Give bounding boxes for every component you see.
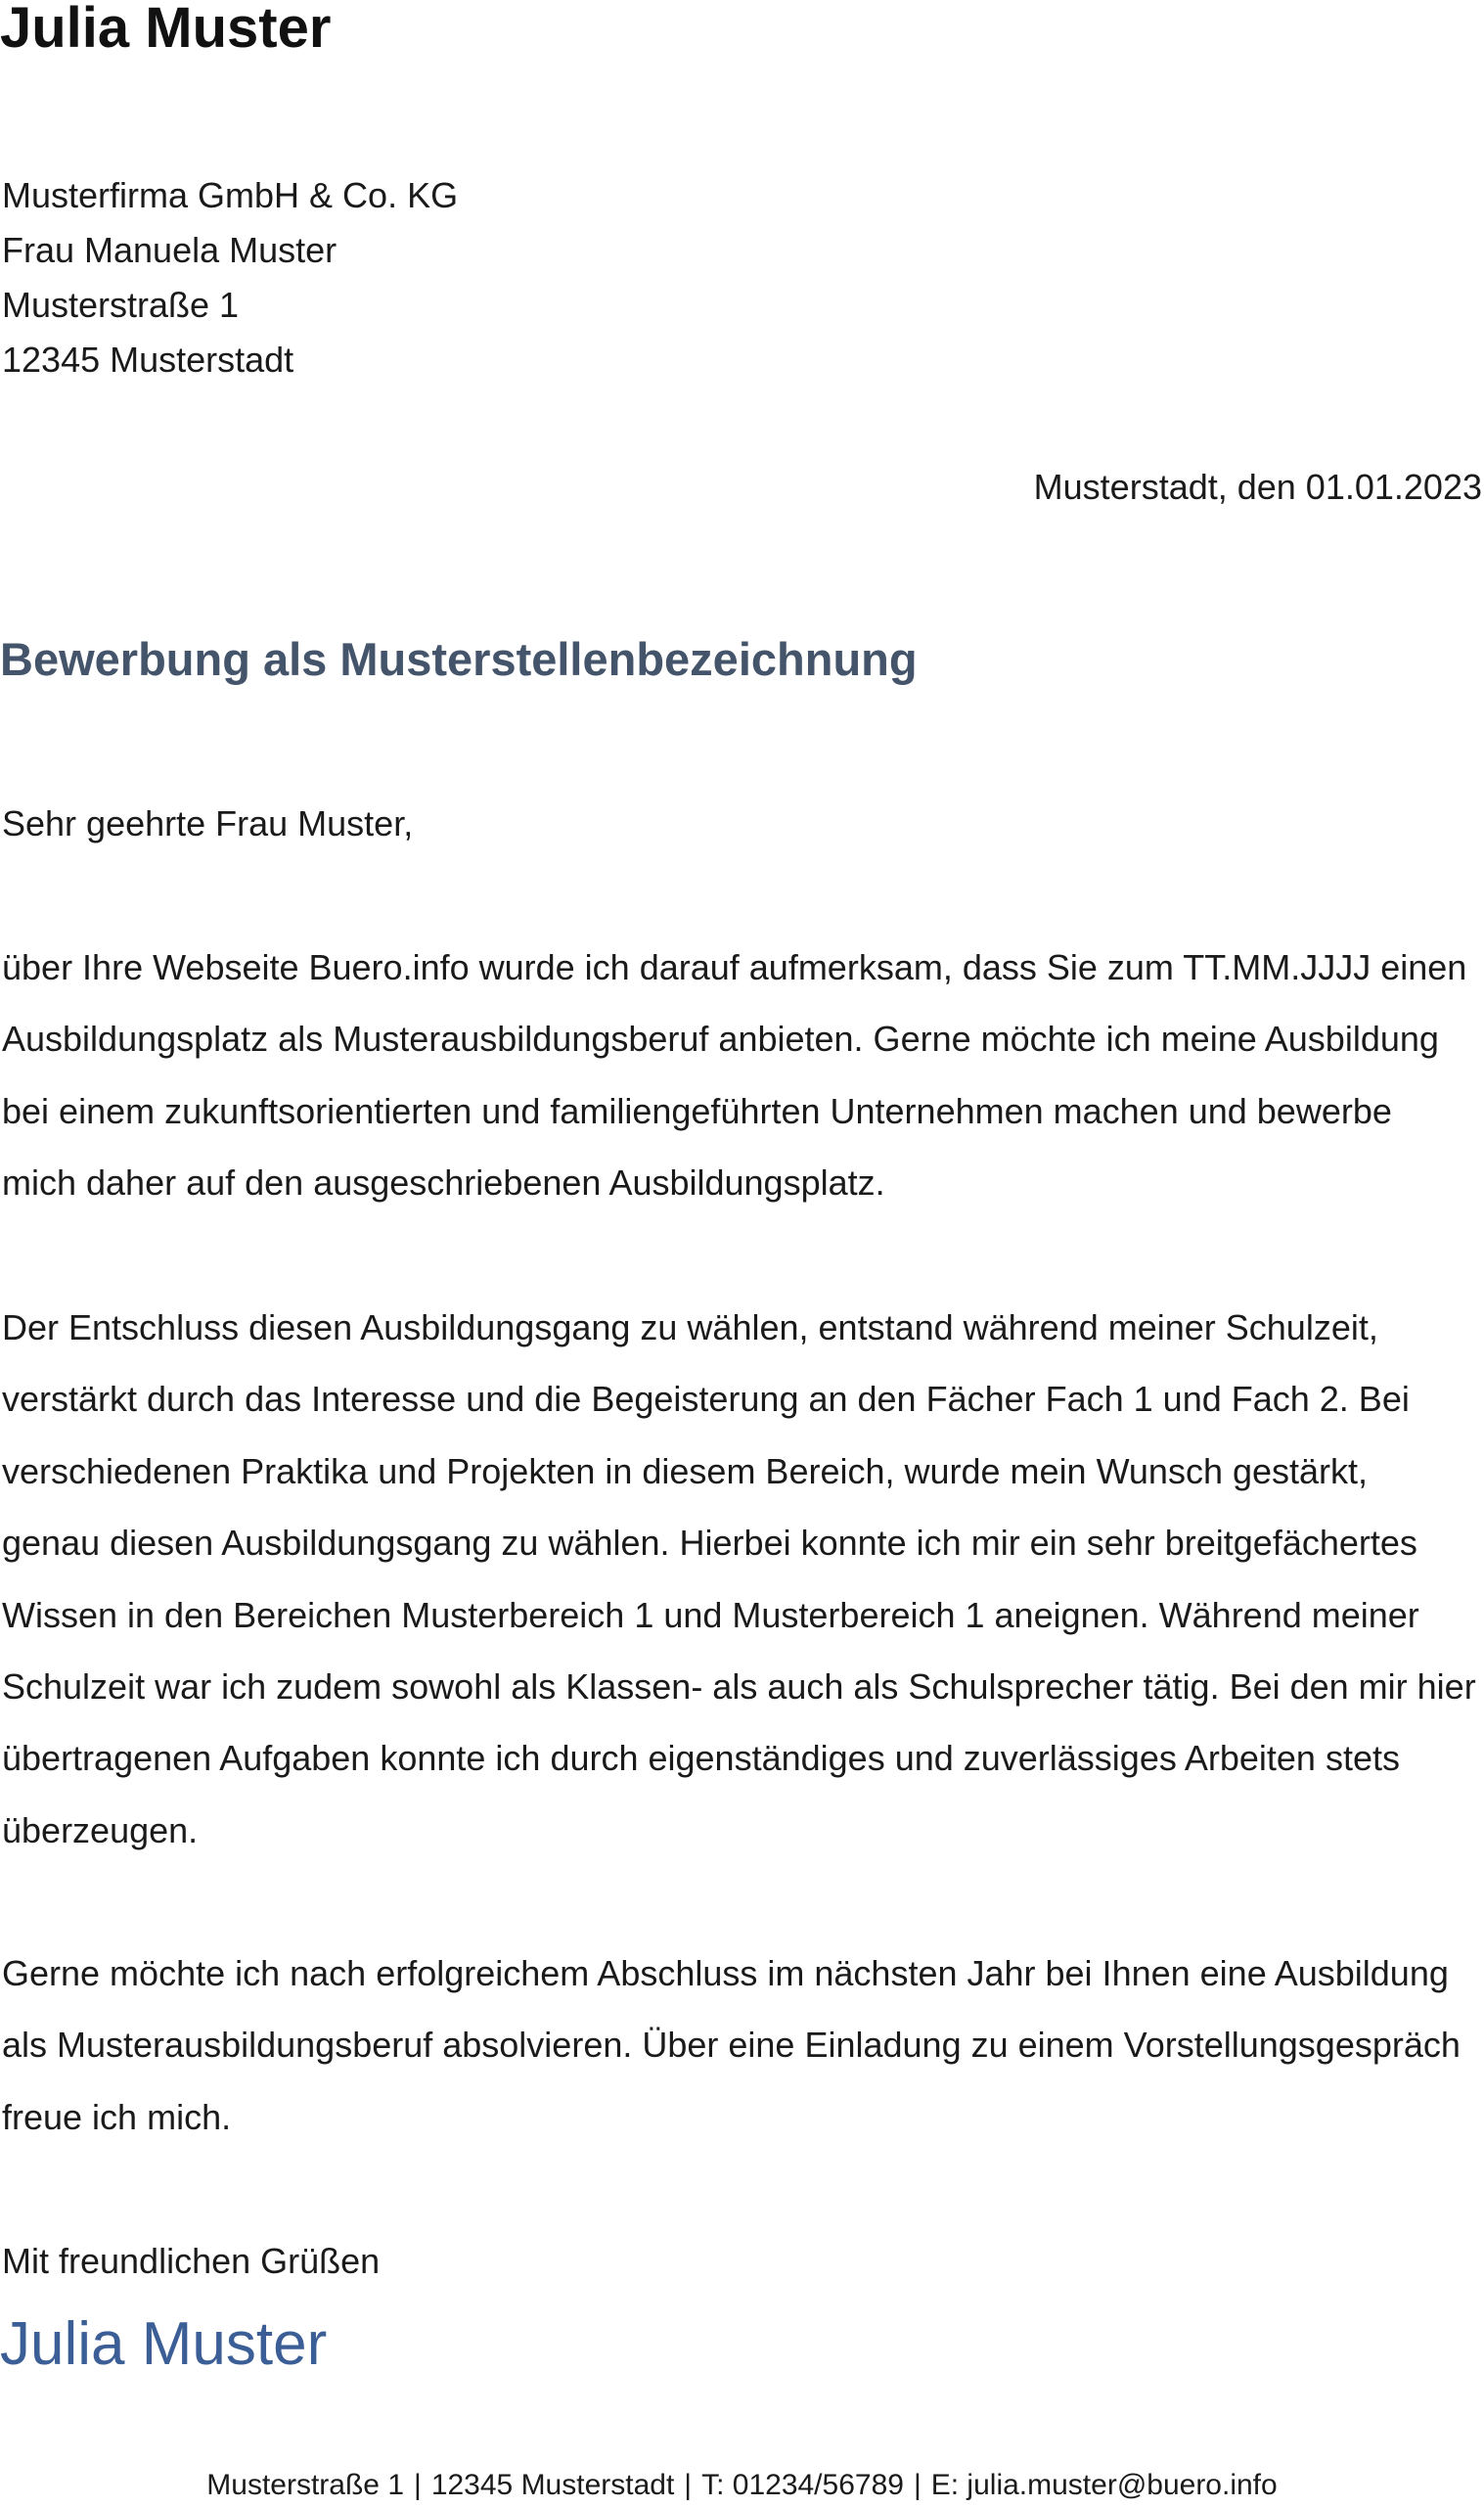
paragraph-line: mich daher auf den ausgeschriebenen Ausbildungsplatz.: [2, 1162, 885, 1204]
paragraph-line: bei einem zukunftsorientierten und familiengeführten Unternehmen machen und bewerbe: [2, 1090, 1392, 1131]
closing-phrase: Mit freundlichen Grüßen: [2, 2241, 381, 2281]
recipient-city: 12345 Musterstadt: [2, 340, 294, 380]
recipient-street: Musterstraße 1: [2, 285, 240, 325]
footer-separator: |: [684, 2469, 693, 2501]
paragraph-line: verstärkt durch das Interesse und die Begeisterung an den Fächer Fach 1 und Fach 2. Bei: [2, 1379, 1410, 1420]
body-paragraph-3: [2, 1937, 1484, 2153]
footer-phone: T: 01234/56789: [701, 2469, 904, 2501]
salutation: Sehr geehrte Frau Muster,: [2, 803, 414, 843]
footer-contact: [0, 2464, 1484, 2507]
paragraph-line: Ausbildungsplatz als Musterausbildungsberuf anbieten. Gerne möchte ich meine Ausbildung: [2, 1019, 1439, 1060]
paragraph-line: über Ihre Webseite Buero.info wurde ich darauf aufmerksam, dass Sie zum TT.MM.JJJJ einen: [2, 947, 1467, 987]
paragraph-line: übertragenen Aufgaben konnte ich durch eigenständiges und zuverlässiges Arbeiten stets: [2, 1738, 1400, 1779]
footer-city: 12345 Musterstadt: [430, 2469, 675, 2501]
paragraph-line: verschiedenen Praktika und Projekten in diesem Bereich, wurde mein Wunsch gestärkt,: [2, 1450, 1369, 1491]
paragraph-line: genau diesen Ausbildungsgang zu wählen. Hierbei konnte ich mir ein sehr breitgefächertes: [2, 1523, 1417, 1564]
paragraph-line: als Musterausbildungsberuf absolvieren. Über eine Einladung zu einem Vorstellungsgespräch: [2, 2025, 1461, 2066]
footer-separator: |: [414, 2469, 422, 2501]
paragraph-line: Wissen in den Bereichen Musterbereich 1 und Musterbereich 1 aneignen. Während meiner: [2, 1594, 1419, 1635]
paragraph-line: überzeugen.: [2, 1809, 199, 1850]
body-paragraph-1: [2, 932, 1484, 1219]
recipient-address: [2, 168, 458, 387]
paragraph-line: Gerne möchte ich nach erfolgreichem Abschluss im nächsten Jahr bei Ihnen eine Ausbildung: [2, 1953, 1449, 1993]
sender-name: Julia Muster: [0, 0, 332, 60]
paragraph-line: Der Entschluss diesen Ausbildungsgang zu wählen, entstand während meiner Schulzeit,: [2, 1307, 1378, 1347]
recipient-contact: Frau Manuela Muster: [2, 230, 337, 270]
paragraph-line: freue ich mich.: [2, 2096, 232, 2137]
body-paragraph-2: [2, 1292, 1484, 1866]
date-line: Musterstadt, den 01.01.2023: [1033, 467, 1482, 507]
recipient-company: Musterfirma GmbH & Co. KG: [2, 175, 459, 215]
paragraph-line: Schulzeit war ich zudem sowohl als Klassen- als auch als Schulsprecher tätig. Bei den mir hier: [2, 1666, 1476, 1708]
footer-separator: |: [913, 2469, 922, 2501]
signature: Julia Muster: [0, 2310, 328, 2378]
footer-email: E: julia.muster@buero.info: [930, 2469, 1278, 2501]
subject-heading: Bewerbung als Musterstellenbezeichnung: [0, 633, 918, 685]
footer-address: Musterstraße 1: [206, 2469, 405, 2501]
